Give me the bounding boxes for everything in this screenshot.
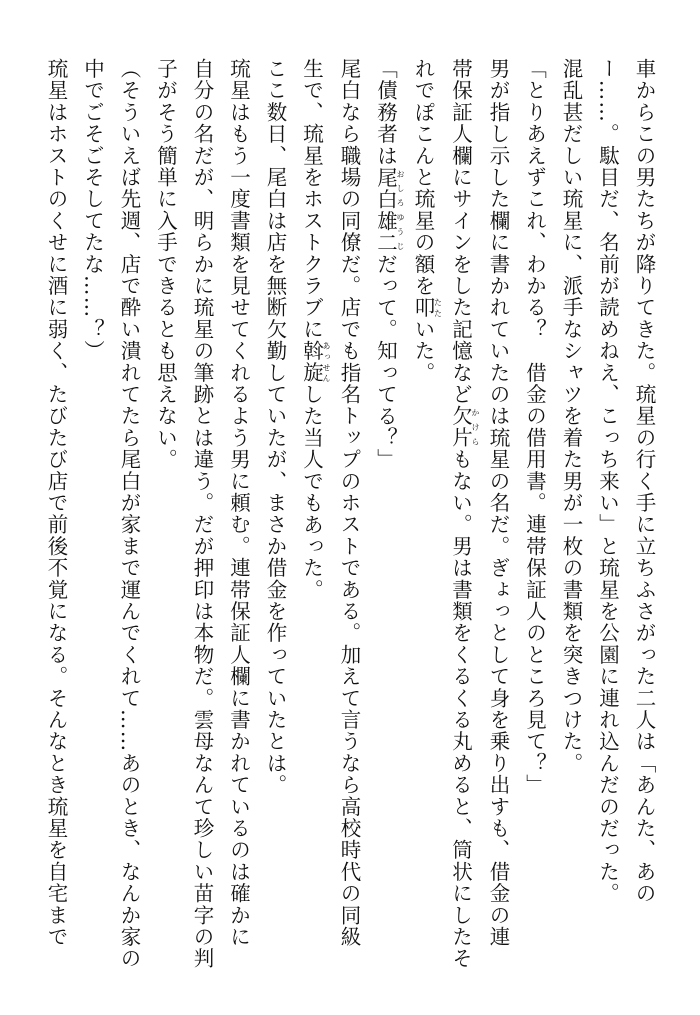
text-line: 子がそう簡単に入手できるとも思えない。 — [153, 58, 178, 471]
ruby-assen: 斡旋あっせん — [299, 340, 331, 384]
text-line: 自分の名だが、明らかに琉星の筆跡とは違う。だが押印は本物だ。雲母なんて珍しい苗字の判 — [190, 58, 214, 970]
text-line: 生で、琉星をホストクラブに斡旋あっせんした当人でもあった。 — [299, 58, 331, 601]
text-line: 帯保証人欄にサインをした記憶など欠片かけらもない。男は書類をくるくる丸めると、筒状にしたそ — [448, 58, 480, 970]
text-line: ここ数日、尾白は店を無断欠勤していたが、まさか借金を作っていたとは。 — [263, 58, 287, 796]
text-line: 尾白なら職場の同僚だ。店でも指名トップのホストである。加えて言うなら高校時代の同級 — [337, 58, 361, 948]
text-line: （そういえば先週、店で酔い潰れてたら尾白が家まで運んでくれて……あのとき、なんか家の — [117, 58, 141, 970]
ruby-reading: おしろゆうじ — [396, 166, 405, 254]
ruby-reading: たた — [433, 296, 443, 319]
ruby-tataita: 叩たた — [411, 296, 443, 319]
ruby-kakera: 欠片かけら — [448, 405, 480, 449]
text-line: ー……。駄目だ、名前が読めねえ、こっち来い」と琉星を公園に連れ込んだのだった。 — [595, 58, 620, 905]
ruby-oshiro-yuji: 尾白雄二おしろゆうじ — [373, 166, 405, 254]
text-line: 「債務者は尾白雄二おしろゆうじだって。知ってる？」 — [373, 58, 405, 471]
text-line: 車からこの男たちが降りてきた。琉星の行く手に立ちふさがった二人は「あんた、あの — [632, 58, 656, 905]
text-line: 男が指し示した欄に書かれていたのは琉星の名だ。ぎょっとして身を乗り出すも、借金の連 — [486, 58, 510, 948]
text-line: 「とりあえずこれ、わかる？ 借金の借用書。連帯保証人のところ見て？」 — [522, 58, 547, 796]
text-line: れでぽこんと琉星の額を叩たたいた。 — [411, 58, 443, 384]
ruby-reading: あっせん — [322, 340, 331, 384]
vertical-text-body — [38, 58, 663, 970]
text-line: 中でごそごそしてたな……？） — [80, 58, 105, 362]
text-line: 混乱甚だしい琉星に、派手なシャツを着た男が一枚の書類を突きつけた。 — [559, 58, 583, 775]
text-line: 琉星はもう一度書類を見せてくれるよう男に頼む。連帯保証人欄に書かれているのは確かに — [226, 58, 251, 948]
text-line: 琉星はホストのくせに酒に弱く、たびたび店で前後不覚になる。そんなとき琉星を自宅まで — [44, 58, 68, 948]
ruby-reading: かけら — [471, 405, 480, 449]
